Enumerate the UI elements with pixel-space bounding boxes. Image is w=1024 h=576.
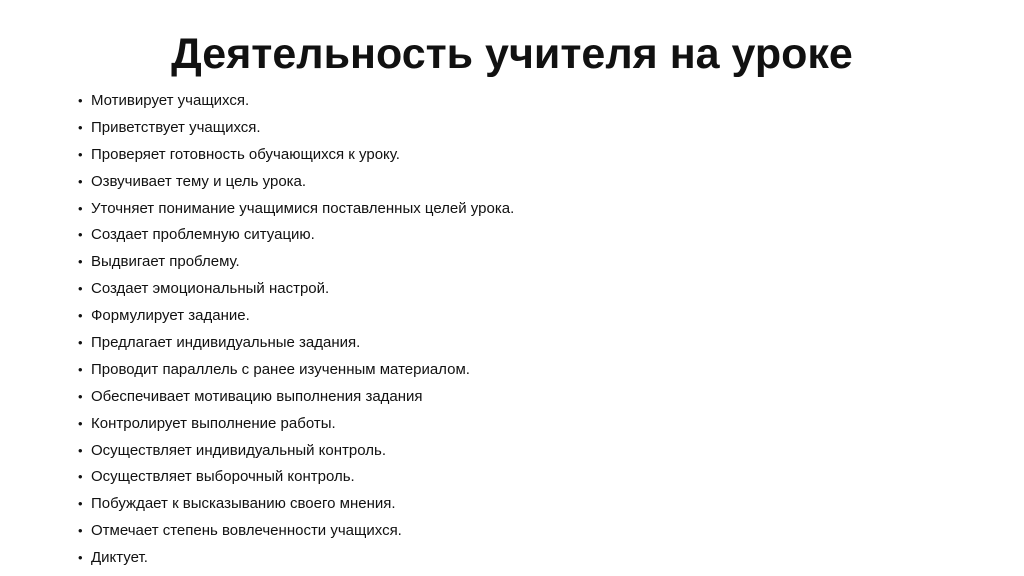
list-item-text: Побуждает к высказыванию своего мнения.: [91, 495, 396, 513]
bullet-icon: •: [78, 415, 83, 431]
list-item: [78, 384, 514, 411]
bullet-icon: •: [78, 254, 83, 270]
list-item: [78, 491, 514, 518]
list-item: [78, 438, 514, 465]
list-item-text: Приветствует учащихся.: [91, 118, 261, 136]
list-item-text: Создает эмоциональный настрой.: [91, 280, 330, 298]
list-item-text: Формулирует задание.: [91, 307, 250, 325]
bullet-icon: •: [78, 335, 83, 351]
list-item-text: Осуществляет индивидуальный контроль.: [91, 441, 386, 459]
bullet-icon: •: [78, 119, 83, 135]
bullet-icon: •: [78, 550, 83, 566]
bullet-icon: •: [78, 200, 83, 216]
list-item: [78, 222, 514, 249]
list-item-text: Контролирует выполнение работы.: [91, 414, 336, 432]
list-item-text: Выдвигает проблему.: [91, 253, 240, 271]
bullet-list: [78, 88, 514, 572]
bullet-icon: •: [78, 469, 83, 485]
list-item-text: Создает проблемную ситуацию.: [91, 226, 315, 244]
bullet-icon: •: [78, 146, 83, 162]
list-item: [78, 196, 514, 223]
bullet-icon: •: [78, 281, 83, 297]
bullet-icon: •: [78, 227, 83, 243]
bullet-icon: •: [78, 93, 83, 108]
list-item: [78, 357, 514, 384]
bullet-icon: •: [78, 442, 83, 458]
list-item: [78, 545, 514, 572]
bullet-icon: •: [78, 361, 83, 377]
list-item: [78, 142, 514, 169]
bullet-icon: •: [78, 388, 83, 404]
list-item-text: Озвучивает тему и цель урока.: [91, 172, 307, 190]
list-item-text: Отмечает степень вовлеченности учащихся.: [91, 522, 402, 540]
bullet-icon: •: [78, 308, 83, 324]
list-item: [78, 330, 514, 357]
list-item-text: Проверяет готовность обучающихся к уроку.: [91, 145, 400, 163]
list-item: [78, 518, 514, 545]
list-item-text: Уточняет понимание учащимися поставленных целей урока.: [91, 199, 515, 217]
list-item: [78, 88, 514, 115]
list-item-text: Диктует.: [91, 549, 148, 567]
list-item: [78, 169, 514, 196]
list-item: [78, 303, 514, 330]
slide-title: Деятельность учителя на уроке: [171, 30, 853, 78]
bullet-icon: •: [78, 496, 83, 512]
list-item-text: Предлагает индивидуальные задания.: [91, 334, 361, 352]
list-item-text: Мотивирует учащихся.: [91, 92, 250, 109]
bullet-icon: •: [78, 523, 83, 539]
list-item-text: Проводит параллель с ранее изученным материалом.: [91, 360, 470, 378]
list-item: [78, 411, 514, 438]
list-item: [78, 249, 514, 276]
list-item: [78, 276, 514, 303]
list-item: [78, 115, 514, 142]
list-item-text: Обеспечивает мотивацию выполнения задания: [91, 387, 423, 405]
bullet-icon: •: [78, 173, 83, 189]
list-item-text: Осуществляет выборочный контроль.: [91, 468, 355, 486]
list-item: [78, 464, 514, 491]
